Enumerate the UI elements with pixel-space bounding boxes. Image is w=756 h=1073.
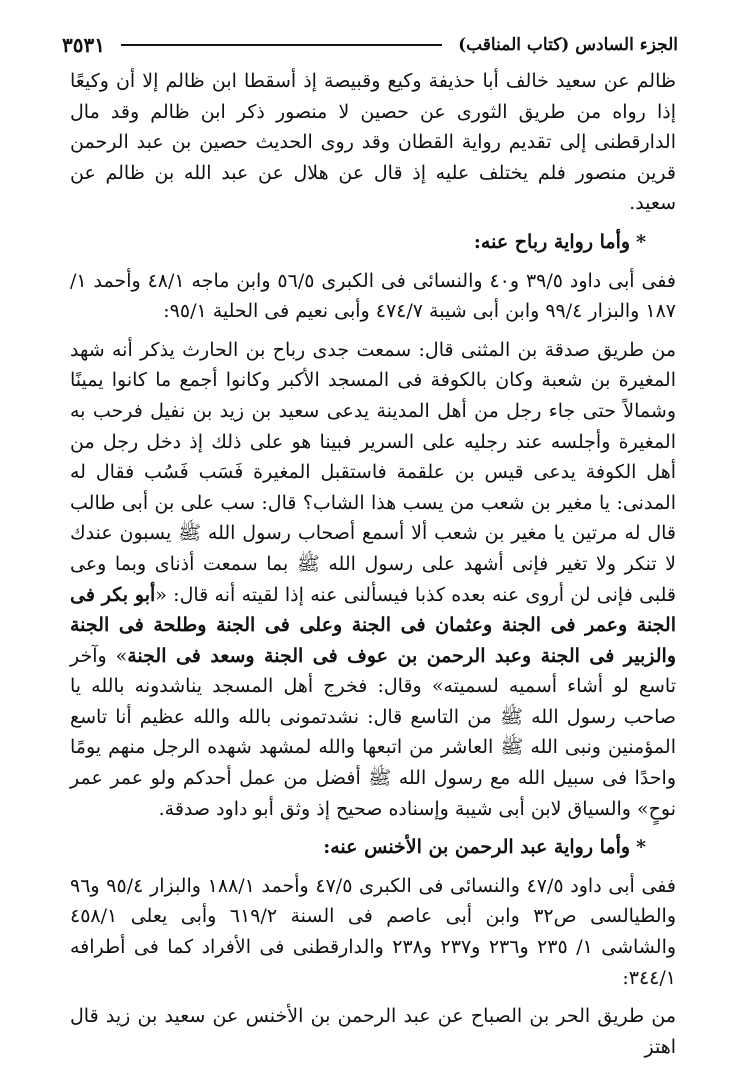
section-marker: * [636,836,646,859]
section-heading-text: وأما رواية عبد الرحمن بن الأخنس عنه: [323,836,631,859]
page-number: ٣٥٣١ [62,33,105,57]
header-rule [121,44,442,46]
paragraph: ففى أبى داود ٣٩/٥ و٤٠ والنسائى فى الكبرى ٥٦/٥ وابن ماجه ٤٨/١ وأحمد ١/ ١٨٧ والبزار ٩٩/٤ وابن أبى شيبة ٤٧٤/٧ وأبى نعيم فى الحلية ٩٥/١: [70,269,676,323]
hadith-paragraph [70,335,676,825]
hadith-quote-bold: أبو بكر فى الجنة وعمر فى الجنة وعثمان فى الجنة وعلى فى الجنة وطلحة فى الجنة والزبير فى الجنة وعبد الرحمن بن عوف فى الجنة وسعد فى الجنة [70,583,676,667]
paragraph: ظالم عن سعيد خالف أبا حذيفة وكيع وقبيصة إذ أسقطا ابن ظالم إلا أن وكيعًا إذا رواه من طريق الثورى عن حصين لا منصور ذكر ابن ظالم وقد مال الدارقطنى إلى تقديم رواية القطان وقد روى الحديث حصين بن عبد الرحمن قرين منصور فلم يختلف عليه إذ قال عن هلال عن عبد الله بن ظالم عن سعيد. [70,70,676,215]
section-heading [70,227,676,258]
hadith-text: من طريق صدقة بن المثنى قال: سمعت جدى رباح بن الحارث يذكر أنه شهد المغيرة بن شعبة وكان بالكوفة فى المسجد الأكبر وكانوا أجمع ما كانوا يمينًا وشمالاً حتى جاء رجل من أهل المدينة يدعى سعيد بن زيد بن نفيل فرحب به المغيرة وأجلسه عند رجليه على السرير فبينا هو على ذلك إذ دخل رجل من أهل الكوفة يدعى قيس بن علقمة فاستقبل المغيرة فَسَب فَسُب فقال له المدنى: يا مغير بن شعب من يسب هذا الشاب؟ قال: سب على بن أبى طالب قال له مرتين يا مغير بن شعب ألا أسمع أصحاب رسول الله ﷺ يسبون عندك لا تنكر ولا تغير فإنى أشهد على رسول الله ﷺ بما سمعت أذناى وبما وعى قلبى فإنى لن أروى عنه بعده كذبا فيسألنى عنه إذا لقيته أنه قال: « [70,338,677,606]
section-heading-text: وأما رواية رباح عنه: [473,230,631,253]
running-header-title: الجزء السادس (كتاب المناقب) [458,35,678,55]
section-heading [70,832,676,863]
page-body-text [70,66,676,1070]
paragraph: ففى أبى داود ٤٧/٥ والنسائى فى الكبرى ٤٧/٥ وأحمد ١٨٨/١ والبزار ٩٥/٤ و٩٦ والطيالسى ص٣٢ وابن أبى عاصم فى السنة ٦١٩/٢ وأبى يعلى ٤٥٨/١ والشاشى ١/ ٢٣٥ و٢٣٦ و٢٣٧ و٢٣٨ والدارقطنى فى الأفراد كما فى أطرافه ٣٤٤/١: [70,874,677,989]
hadith-text-continued: » وآخر تاسع لو أشاء أسميه لسميته» وقال: فخرج أهل المسجد يناشدونه بالله يا صاحب رسول الله ﷺ من التاسع قال: نشدتمونى بالله والله عظيم أنا تاسع المؤمنين ونبى الله ﷺ العاشر من اتبعها والله لمشهد شهده الرجل منهم يومًا واحدًا فى سبيل الله مع رسول الله ﷺ أفضل من عمل أحدكم ولو عمر عمر نوحٍ» والسياق لابن أبى شيبة وإسناده صحيح إذ وثق أبو داود صدقة. [70,644,676,820]
paragraph: من طريق الحر بن الصباح عن عبد الرحمن بن الأخنس عن سعيد بن زيد قال اهتز [70,1005,676,1058]
running-header [62,30,678,60]
section-marker: * [636,230,646,253]
